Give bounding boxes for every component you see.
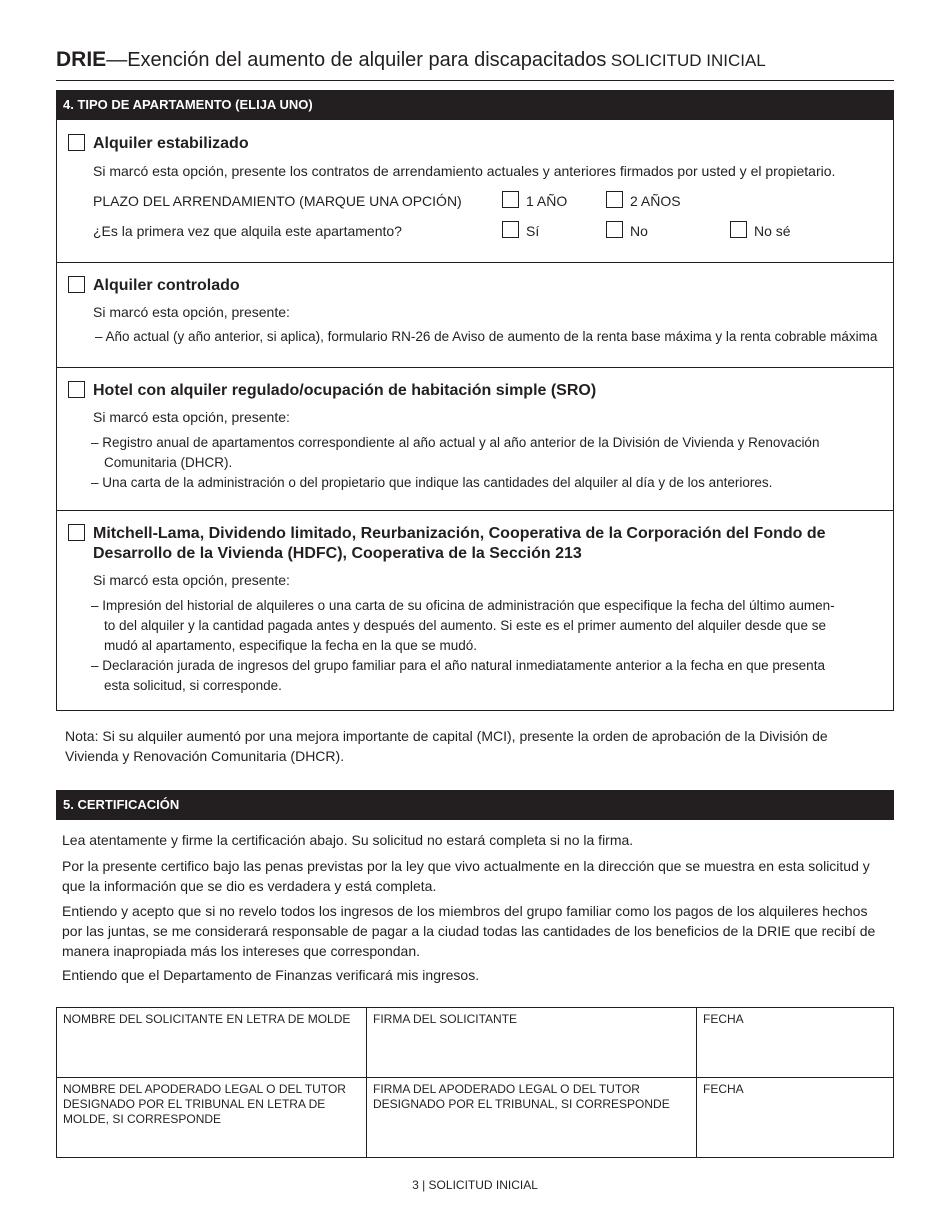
- brand-title: DRIE: [56, 48, 107, 71]
- sro-hotel-title: Hotel con alquiler regulado/ocupación de habitación simple (SRO): [93, 382, 597, 399]
- certification-text: Lea atentamente y firme la certificación abajo. Su solicitud no estará completa si no la firma.: [62, 832, 634, 848]
- mitchell-lama-item-cont: mudó al apartamento, especifique la fecha en la que se mudó.: [104, 638, 477, 653]
- rent-controlled-item: – Año actual (y año anterior, si aplica), formulario RN-26 de Aviso de aumento de la renta base máxima y la renta cobrable máxima: [95, 329, 878, 344]
- section-5-header: 5. CERTIFICACIÓN: [56, 790, 894, 820]
- lease-1-year-label: 1 AÑO: [526, 193, 568, 209]
- first-time-unknown-checkbox[interactable]: [730, 221, 747, 238]
- guardian-signature-label: DESIGNADO POR EL TRIBUNAL, SI CORRESPONDE: [373, 1097, 670, 1111]
- lease-2-years-label: 2 AÑOS: [630, 193, 681, 209]
- page-footer: 3 | SOLICITUD INICIAL: [412, 1178, 538, 1192]
- first-time-unknown-label: No sé: [754, 223, 791, 239]
- mitchell-lama-item: – Impresión del historial de alquileres o una carta de su oficina de administración que especifique la fecha del último aumen-: [91, 598, 835, 613]
- certification-text: por las juntas, se me considerará responsable de pagar a la ciudad todas las cantidades de los beneficios de la DRIE que recibí de: [62, 923, 876, 939]
- option-divider: [56, 367, 894, 368]
- lease-term-label: PLAZO DEL ARRENDAMIENTO (MARQUE UNA OPCIÓN): [93, 193, 462, 209]
- mci-note-line2: Vivienda y Renovación Comunitaria (DHCR).: [65, 748, 345, 764]
- first-time-yes-label: Sí: [526, 223, 540, 239]
- mci-note-line1: Nota: Si su alquiler aumentó por una mejora importante de capital (MCI), presente la orden de aprobación de la División de: [65, 728, 828, 744]
- guardian-name-field[interactable]: [57, 1078, 366, 1157]
- rent-controlled-title: Alquiler controlado: [93, 277, 240, 294]
- guardian-date-field[interactable]: [697, 1078, 893, 1157]
- applicant-signature-field[interactable]: [367, 1008, 696, 1077]
- applicant-signature-label: FIRMA DEL SOLICITANTE: [373, 1012, 518, 1026]
- rent-stabilized-instruction: Si marcó esta opción, presente los contratos de arrendamiento actuales y anteriores firmados por usted y el propietario.: [93, 163, 836, 179]
- sro-hotel-item: – Una carta de la administración o del propietario que indique las cantidades del alquiler al día y de los anteriores.: [91, 475, 773, 490]
- rent-controlled-checkbox[interactable]: [68, 276, 85, 293]
- guardian-name-label: MOLDE, SI CORRESPONDE: [63, 1112, 222, 1126]
- mitchell-lama-item-cont: esta solicitud, si corresponde.: [104, 678, 282, 693]
- rent-controlled-intro: Si marcó esta opción, presente:: [93, 304, 290, 320]
- applicant-date-field[interactable]: [697, 1008, 893, 1077]
- sro-hotel-item: – Registro anual de apartamentos correspondiente al año actual y al año anterior de la División de Vivienda y Renovación: [91, 435, 820, 450]
- first-time-question: ¿Es la primera vez que alquila este apartamento?: [93, 223, 402, 239]
- guardian-date-label: FECHA: [703, 1082, 744, 1096]
- guardian-name-label: NOMBRE DEL APODERADO LEGAL O DEL TUTOR: [63, 1082, 346, 1096]
- lease-2-years-checkbox[interactable]: [606, 191, 623, 208]
- mitchell-lama-title-line1: Mitchell-Lama, Dividendo limitado, Reurbanización, Cooperativa de la Corporación del Fondo de: [93, 525, 826, 542]
- sro-hotel-item-cont: Comunitaria (DHCR).: [104, 455, 233, 470]
- guardian-signature-label: FIRMA DEL APODERADO LEGAL O DEL TUTOR: [373, 1082, 640, 1096]
- certification-text: que la información que se dio es verdadera y está completa.: [62, 878, 437, 894]
- mitchell-lama-item-cont: to del alquiler y la cantidad pagada antes y después del aumento. Si este es el primer aumento del alquiler desde que se: [104, 618, 826, 633]
- first-time-yes-checkbox[interactable]: [502, 221, 519, 238]
- lease-1-year-checkbox[interactable]: [502, 191, 519, 208]
- certification-text: Entiendo que el Departamento de Finanzas verificará mis ingresos.: [62, 967, 480, 983]
- page-subtitle: Exención del aumento de alquiler para discapacitados: [127, 49, 607, 71]
- title-dash: —: [106, 48, 128, 71]
- applicant-name-field[interactable]: [57, 1008, 366, 1077]
- certification-text: Por la presente certifico bajo las penas previstas por la ley que vivo actualmente en la dirección que se muestra en esta solicitud y: [62, 858, 870, 874]
- rent-stabilized-title: Alquiler estabilizado: [93, 135, 249, 152]
- first-time-no-checkbox[interactable]: [606, 221, 623, 238]
- rent-stabilized-checkbox[interactable]: [68, 134, 85, 151]
- form-type-label: SOLICITUD INICIAL: [610, 51, 766, 70]
- certification-text: manera inapropiada más los intereses que correspondan.: [62, 943, 420, 959]
- applicant-name-label: NOMBRE DEL SOLICITANTE EN LETRA DE MOLDE: [63, 1012, 351, 1026]
- guardian-signature-field[interactable]: [367, 1078, 696, 1157]
- sro-hotel-checkbox[interactable]: [68, 381, 85, 398]
- option-divider: [56, 510, 894, 511]
- guardian-name-label: DESIGNADO POR EL TRIBUNAL EN LETRA DE: [63, 1097, 326, 1111]
- mitchell-lama-title-line2: Desarrollo de la Vivienda (HDFC), Cooperativa de la Sección 213: [93, 545, 582, 562]
- mitchell-lama-item: – Declaración jurada de ingresos del grupo familiar para el año natural inmediatamente anterior a la fecha en que presenta: [91, 658, 825, 673]
- page-header: [56, 48, 894, 81]
- applicant-date-label: FECHA: [703, 1012, 744, 1026]
- certification-text: Entiendo y acepto que si no revelo todos los ingresos de los miembros del grupo familiar como los pagos de los alquileres hechos: [62, 903, 868, 919]
- option-divider: [56, 262, 894, 263]
- section-4-header: 4. TIPO DE APARTAMENTO (ELIJA UNO): [56, 90, 894, 120]
- first-time-no-label: No: [630, 223, 648, 239]
- mitchell-lama-checkbox[interactable]: [68, 524, 85, 541]
- sro-hotel-intro: Si marcó esta opción, presente:: [93, 409, 290, 425]
- mitchell-lama-intro: Si marcó esta opción, presente:: [93, 572, 290, 588]
